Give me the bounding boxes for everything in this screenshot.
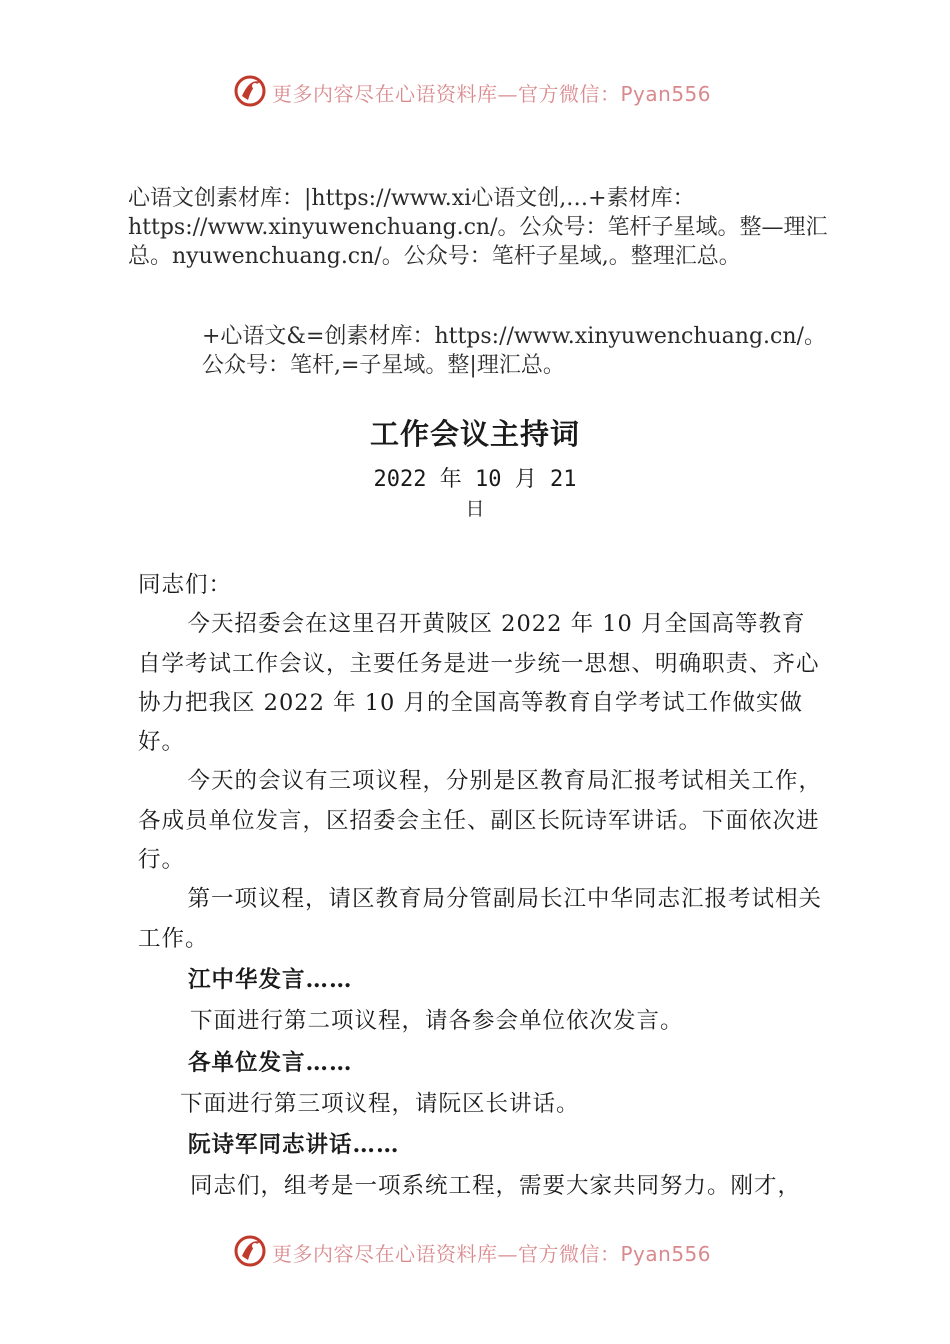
footer-banner <box>0 1232 950 1272</box>
document-body <box>138 566 828 1207</box>
banner-text: 更多内容尽在心语资料库—官方微信：Pyan556 <box>272 82 712 106</box>
paragraph: 同志们，组考是一项系统工程，需要大家共同努力。刚才， <box>190 1173 802 1200</box>
section-heading: 各单位发言…… <box>188 1049 353 1076</box>
brand-logo-icon <box>232 72 268 108</box>
paragraph: 下面进行第三项议程，请阮区长讲话。 <box>180 1090 580 1117</box>
paragraph: 第一项议程，请区教育局分管副局长江中华同志汇报考试相关工作。 <box>138 886 823 952</box>
section-heading: 江中华发言…… <box>188 966 353 993</box>
section-heading: 阮诗军同志讲话…… <box>188 1132 400 1159</box>
document-title: 工作会议主持词 <box>369 417 580 451</box>
document-date: 2022 年 10 月 21 <box>373 467 577 492</box>
banner-text: 更多内容尽在心语资料库—官方微信：Pyan556 <box>272 1242 712 1266</box>
greeting: 同志们： <box>138 572 233 598</box>
paragraph: 今天的会议有三项议程，分别是区教育局汇报考试相关工作，各成员单位发言，区招委会主任、副区长阮诗军讲话。下面依次进行。 <box>138 768 823 874</box>
document-date-suffix: 日 <box>465 498 485 520</box>
header-banner <box>0 72 950 112</box>
watermark-text-block: +心语文&=创素材库：https://www.xinyuwenchuang.cn/。公众号：笔杆,=子星域。整|理汇总。 <box>202 324 826 378</box>
paragraph: 下面进行第二项议程，请各参会单位依次发言。 <box>190 1008 684 1035</box>
paragraph: 今天招委会在这里召开黄陂区 2022 年 10 月全国高等教育自学考试工作会议，主要任务是进一步统一思想、明确职责、齐心协力把我区 2022 年 10 月的全国高等教育自学考试工作做实做好。 <box>138 611 820 756</box>
brand-logo-icon <box>232 1232 268 1268</box>
watermark-text-block: 心语文创素材库：|https://www.xi心语文创,…+素材库：https://www.xinyuwenchuang.cn/。公众号：笔杆子星域。整—理汇总。nyuwenchuang.cn/。公众号：笔杆子星域,。整理汇总。 <box>128 186 828 269</box>
